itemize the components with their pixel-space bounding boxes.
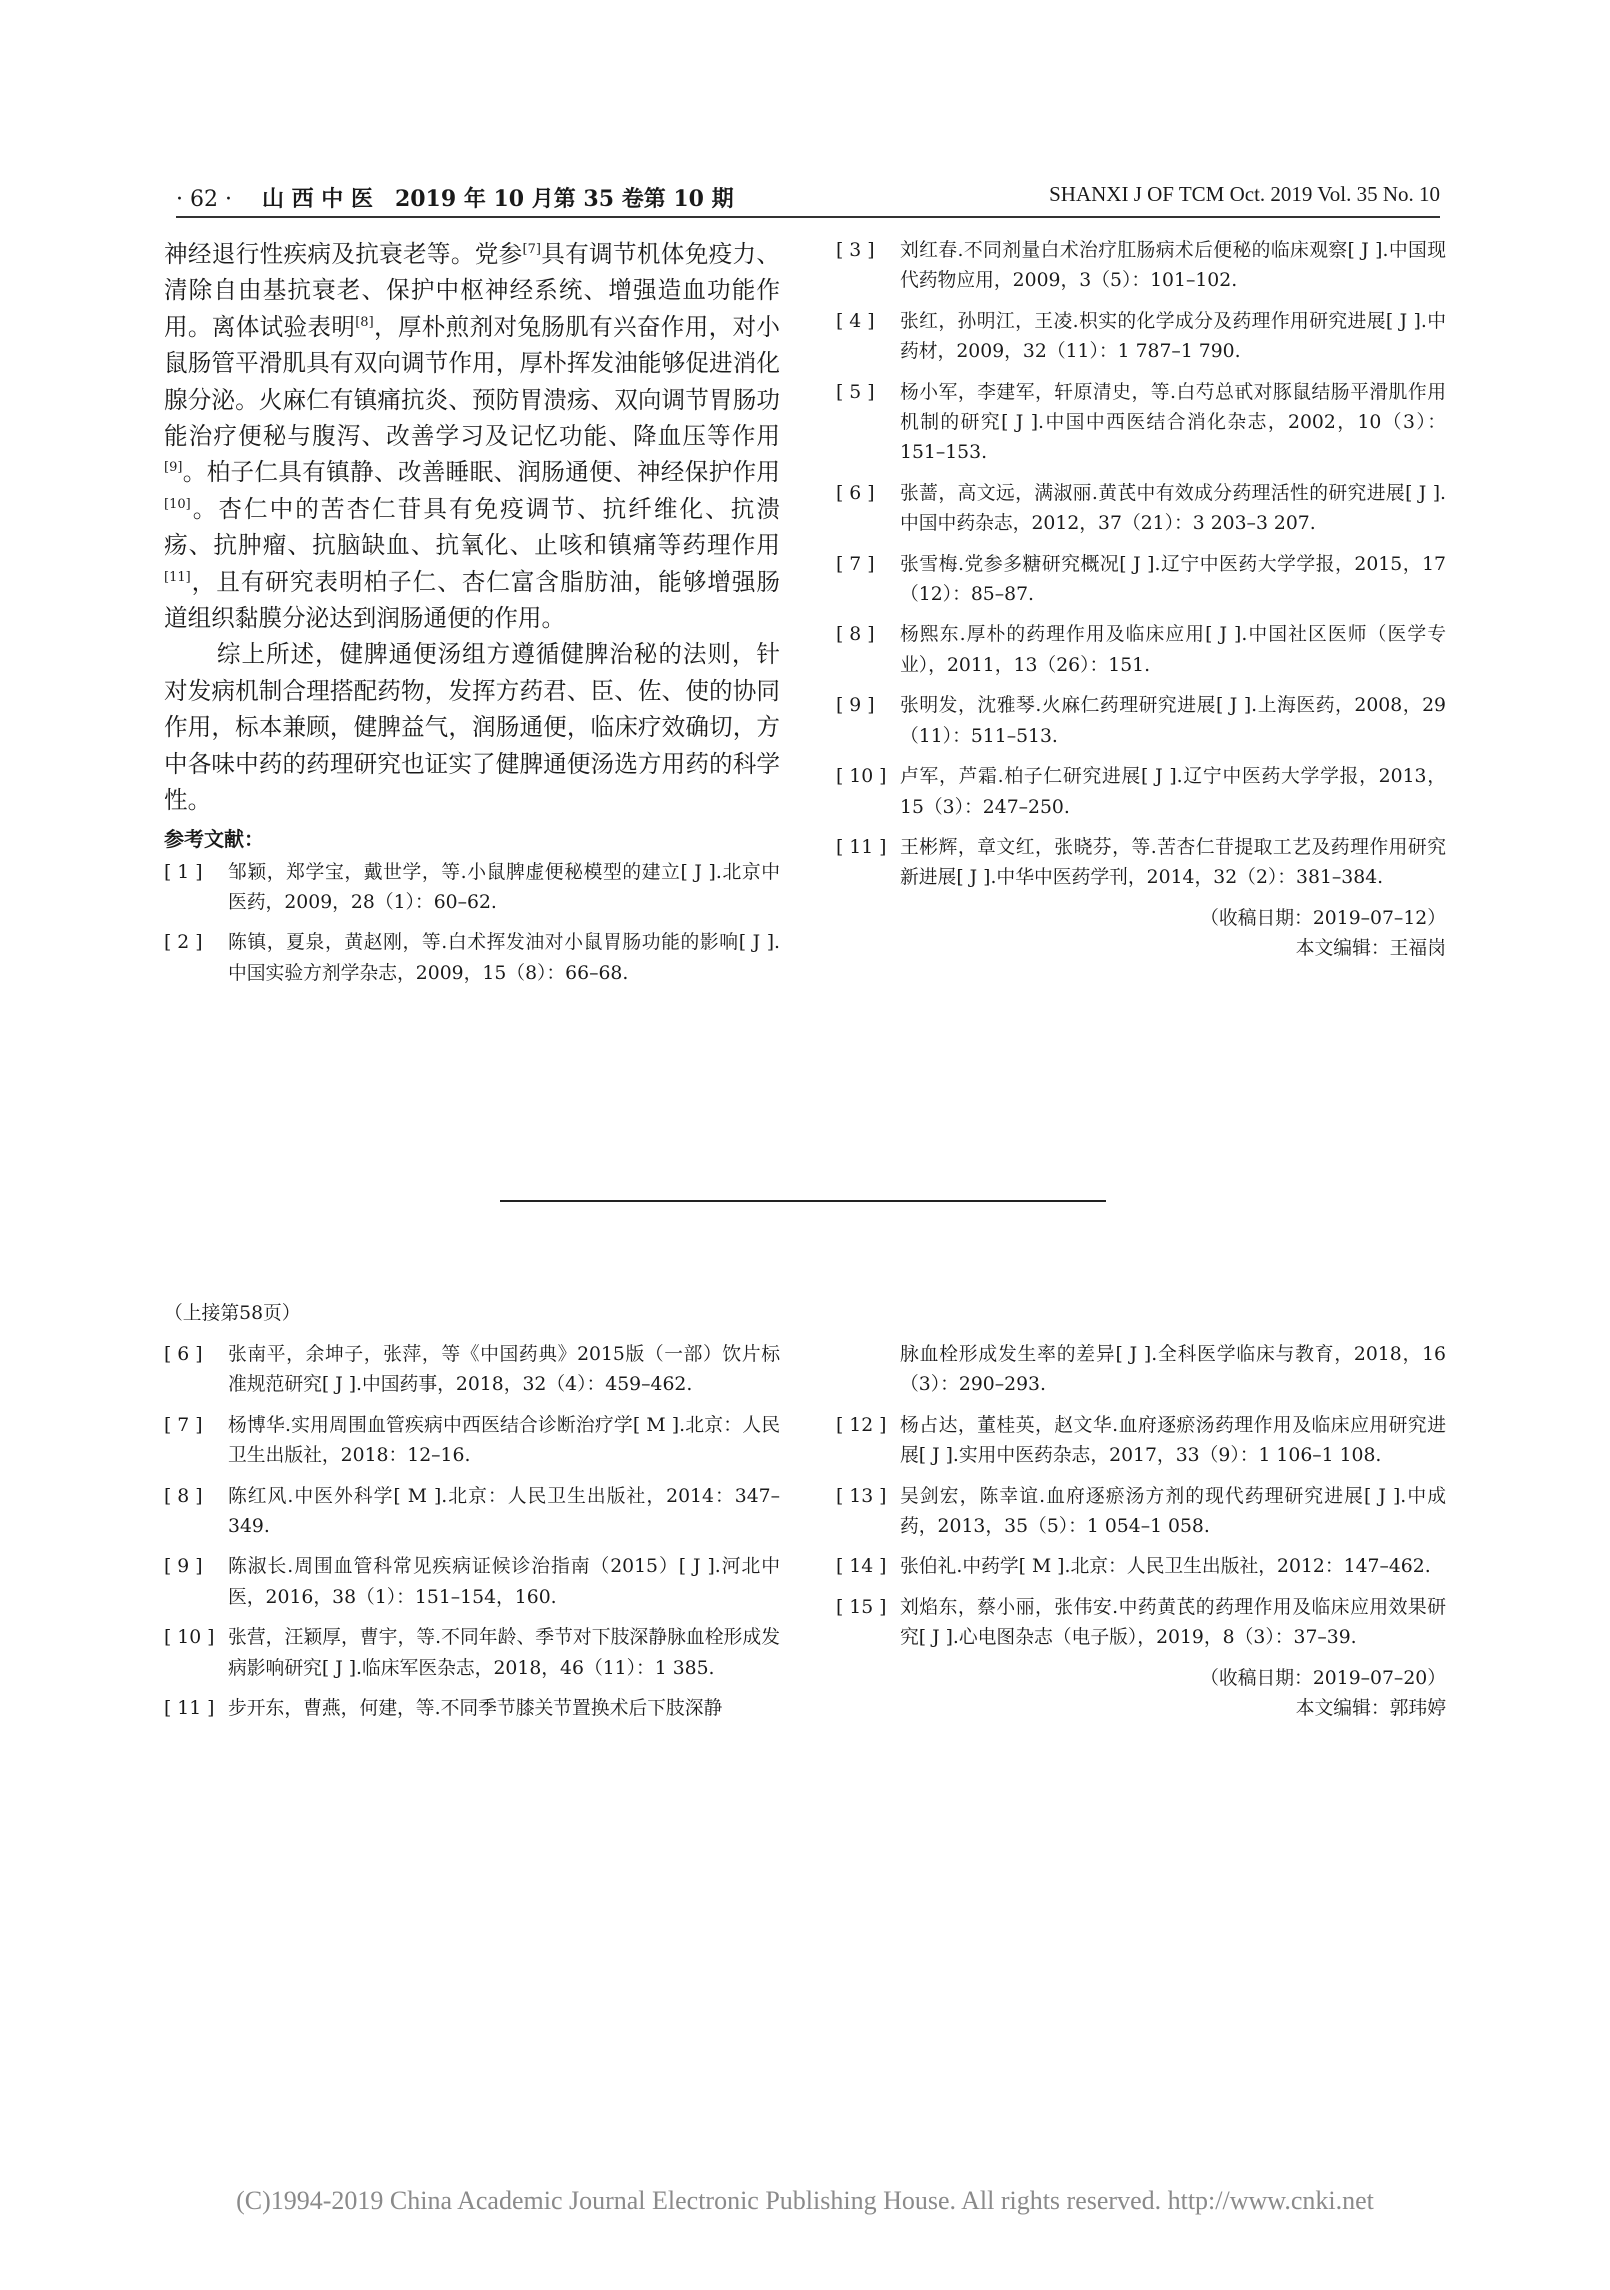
reference-number: [ 4 ] <box>836 310 875 332</box>
body-paragraph: 综上所述，健脾通便汤组方遵循健脾治秘的法则，针对发病机制合理搭配药物，发挥方药君、臣、佐、使的协同作用，标本兼顾，健脾益气，润肠通便，临床疗效确切，方中各味中药的药理研究也证实了健脾通便汤选方用药的科学性。 <box>164 640 780 815</box>
reference-text: 刘红春.不同剂量白术治疗肛肠病术后便秘的临床观察[ J ].中国现代药物应用，2009，3（5）：101–102. <box>900 240 1446 292</box>
reference-text: 张红，孙明江，王凌.枳实的化学成分及药理作用研究进展[ J ].中药材，2009，32（11）：1 787–1 790. <box>900 310 1446 363</box>
reference-number: [ 11 ] <box>836 836 887 858</box>
header-journal-cn <box>176 182 734 213</box>
reference-number: [ 6 ] <box>164 1344 203 1365</box>
reference-item <box>164 1482 780 1543</box>
top-right-column <box>836 236 1446 964</box>
reference-item <box>836 1552 1446 1582</box>
reference-item <box>836 833 1446 894</box>
reference-item <box>836 620 1446 681</box>
reference-number: [ 8 ] <box>836 624 875 646</box>
reference-item <box>836 691 1446 752</box>
reference-number: [ 2 ] <box>164 932 203 954</box>
reference-number: [ 14 ] <box>836 1556 887 1578</box>
citation-marker: [7] <box>522 242 541 258</box>
reference-text: 邹颖，郑学宝，戴世学，等.小鼠脾虚便秘模型的建立[ J ].北京中医药，2009，28（1）：60–62. <box>228 861 780 913</box>
reference-item <box>836 1482 1446 1543</box>
reference-text: 陈淑长.周围血管科常见疾病证候诊治指南（2015）[ J ].河北中医，2016，38（1）：151–154，160. <box>228 1556 780 1608</box>
reference-text: 张伯礼.中药学[ M ].北京：人民卫生出版社，2012：147–462. <box>900 1556 1431 1578</box>
reference-text: 吴剑宏，陈幸谊.血府逐瘀汤方剂的现代药理研究进展[ J ].中成药，2013，35（5）：1 054–1 058. <box>900 1485 1446 1538</box>
reference-item <box>164 1340 780 1401</box>
reference-item <box>164 1623 780 1684</box>
reference-text: 杨小军，李建军，轩原清史，等.白芍总甙对豚鼠结肠平滑肌作用机制的研究[ J ].中国中西医结合消化杂志，2002，10（3）：151–153. <box>900 381 1446 464</box>
reference-number: [ 11 ] <box>164 1698 215 1720</box>
reference-text: 王彬辉，章文红，张晓芬，等.苦杏仁苷提取工艺及药理作用研究新进展[ J ].中华中医药学刊，2014，32（2）：381–384. <box>900 836 1446 889</box>
copyright-footer: (C)1994-2019 China Academic Journal Electronic Publishing House. All rights reserved. http://www.cnki.net <box>236 2186 1374 2215</box>
citation-marker: [9] <box>164 460 183 476</box>
reference-item <box>164 1694 780 1724</box>
journal-title-cn: 山 西 中 医 2019 年 10 月第 35 卷第 10 期 <box>261 186 734 212</box>
body-paragraph: 神经退行性疾病及抗衰老等。党参[7]具有调节机体免疫力、清除自由基抗衰老、保护中枢神经系统、增强造血功能作用。离体试验表明[8]，厚朴煎剂对兔肠肌有兴奋作用，对小鼠肠管平滑肌具有双向调节作用，厚朴挥发油能够促进消化腺分泌。火麻仁有镇痛抗炎、预防胃溃疡、双向调节胃肠功能治疗便秘与腹泻、改善学习及记忆功能、降血压等作用[9]。柏子仁具有镇静、改善睡眠、润肠通便、神经保护作用[10]。杏仁中的苦杏仁苷具有免疫调节、抗纤维化、抗溃疡、抗肿瘤、抗脑缺血、抗氧化、止咳和镇痛等药理作用[11]，且有研究表明柏子仁、杏仁富含脂肪油，能够增强肠道组织黏膜分泌达到润肠通便的作用。 <box>164 240 781 633</box>
continued-from-note: （上接第58页） <box>164 1303 301 1324</box>
reference-text: 杨熙东.厚朴的药理作用及临床应用[ J ].中国社区医师（医学专业），2011，13（26）：151. <box>900 624 1446 676</box>
reference-number: [ 8 ] <box>164 1485 203 1507</box>
received-date: （收稿日期：2019–07–12） <box>1200 907 1446 929</box>
reference-item <box>836 378 1446 469</box>
reference-text: 陈红风.中医外科学[ M ].北京：人民卫生出版社，2014：347–349. <box>228 1485 780 1538</box>
reference-item <box>836 236 1446 297</box>
header-rule <box>176 216 1440 218</box>
reference-number: [ 5 ] <box>836 381 875 403</box>
reference-item <box>164 1411 780 1472</box>
reference-text: 张雪梅.党参多糖研究概况[ J ].辽宁中医药大学学报，2015，17（12）：85–87. <box>900 553 1446 606</box>
reference-item <box>836 307 1446 368</box>
reference-number: [ 7 ] <box>836 553 875 575</box>
reference-list <box>164 858 780 990</box>
page-number: · 62 · <box>176 187 232 212</box>
reference-list <box>164 1340 780 1724</box>
citation-marker: [11] <box>164 569 191 585</box>
editor-credit: 本文编辑：王福岗 <box>1295 937 1446 959</box>
reference-text: 张营，汪颖厚，曹宇，等.不同年龄、季节对下肢深静脉血栓形成发病影响研究[ J ].临床军医杂志，2018，46（11）：1 385. <box>228 1627 780 1679</box>
reference-number: [ 3 ] <box>836 240 875 261</box>
reference-text: 张明发，沈雅琴.火麻仁药理研究进展[ J ].上海医药，2008，29（11）：511–513. <box>900 695 1446 747</box>
reference-list <box>836 1340 1446 1401</box>
citation-marker: [8] <box>355 314 374 330</box>
reference-number: [ 10 ] <box>836 766 887 788</box>
journal-title-en: SHANXI J OF TCM Oct. 2019 Vol. 35 No. 10 <box>1049 182 1440 206</box>
reference-text: 张蔷，高文远，满淑丽.黄芪中有效成分药理活性的研究进展[ J ].中国中药杂志，2012，37（21）：3 203–3 207. <box>900 482 1446 535</box>
reference-item <box>164 928 780 989</box>
section-separator <box>500 1200 1106 1202</box>
reference-list <box>836 236 1446 894</box>
bottom-right-column <box>836 1340 1446 1724</box>
reference-text: 杨占达，董桂英，赵文华.血府逐瘀汤药理作用及临床应用研究进展[ J ].实用中医药杂志，2017，33（9）：1 106–1 108. <box>900 1414 1446 1467</box>
reference-item <box>164 1552 780 1613</box>
reference-item <box>164 858 780 919</box>
reference-list <box>836 1411 1446 1654</box>
reference-number: [ 15 ] <box>836 1596 887 1618</box>
received-date: （收稿日期：2019–07–20） <box>1200 1667 1446 1689</box>
reference-item <box>836 1593 1446 1654</box>
reference-text: 杨博华.实用周围血管疾病中西医结合诊断治疗学[ M ].北京：人民卫生出版社，2018：12–16. <box>228 1414 780 1467</box>
bottom-left-column <box>164 1340 780 1734</box>
citation-marker: [10] <box>164 496 191 512</box>
reference-text: 卢军，芦霜.柏子仁研究进展[ J ].辽宁中医药大学学报，2013，15（3）：247–250. <box>900 766 1446 818</box>
reference-text: 张南平，余坤子，张萍，等《中国药典》2015版（一部）饮片标准规范研究[ J ].中国药事，2018，32（4）：459–462. <box>228 1344 780 1396</box>
body-text <box>164 236 780 819</box>
reference-item <box>836 1411 1446 1472</box>
reference-number: [ 12 ] <box>836 1414 887 1436</box>
top-left-column <box>164 236 780 999</box>
reference-number: [ 10 ] <box>164 1627 215 1649</box>
editor-credit: 本文编辑：郭玮婷 <box>1295 1697 1446 1719</box>
reference-number: [ 13 ] <box>836 1485 887 1507</box>
reference-number: [ 9 ] <box>164 1556 203 1578</box>
reference-number: [ 6 ] <box>836 482 875 504</box>
reference-number: [ 9 ] <box>836 695 875 717</box>
reference-text: 步开东，曹燕，何建，等.不同季节膝关节置换术后下肢深静 <box>228 1698 723 1720</box>
reference-item <box>836 479 1446 540</box>
reference-item <box>836 550 1446 611</box>
reference-item <box>836 762 1446 823</box>
reference-continuation: 脉血栓形成发生率的差异[ J ].全科医学临床与教育，2018，16（3）：290–293. <box>900 1344 1446 1396</box>
reference-text: 陈镇，夏泉，黄赵刚，等.白术挥发油对小鼠胃肠功能的影响[ J ].中国实验方剂学杂志，2009，15（8）：66–68. <box>228 932 780 984</box>
reference-number: [ 1 ] <box>164 861 203 883</box>
references-heading: 参考文献： <box>164 826 264 851</box>
running-header <box>176 176 1440 216</box>
reference-number: [ 7 ] <box>164 1414 203 1436</box>
reference-text: 刘焰东，蔡小丽，张伟安.中药黄芪的药理作用及临床应用效果研究[ J ].心电图杂志（电子版），2019，8（3）：37–39. <box>900 1596 1446 1649</box>
